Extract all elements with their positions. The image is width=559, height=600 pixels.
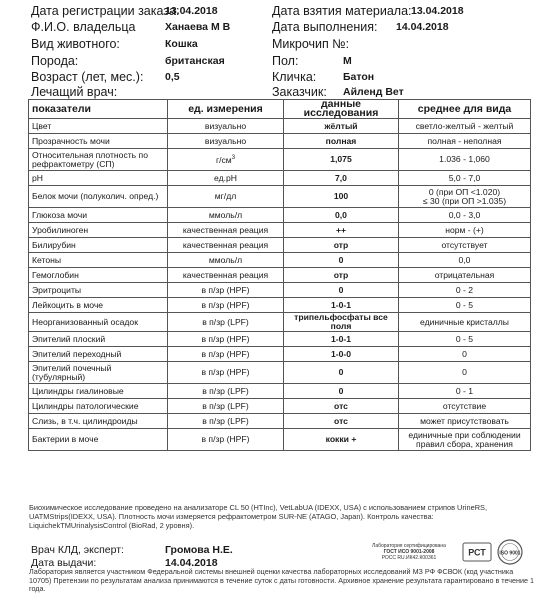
norm-cell — [399, 347, 531, 362]
result-cell — [284, 119, 399, 134]
reg-date-label: Дата регистрации заказа: — [31, 4, 180, 18]
result-cell — [284, 134, 399, 149]
norm-cell-text: единичные кристаллы — [420, 316, 509, 327]
result-cell — [284, 149, 399, 171]
unit-cell-text: в п/зр (LPF) — [202, 316, 249, 327]
result-cell-text: 1-0-0 — [330, 348, 352, 359]
breed-value: британская — [165, 55, 225, 67]
norm-cell-text: отсутствует — [441, 239, 488, 250]
table-row — [29, 186, 531, 208]
sex-value: М — [343, 55, 352, 67]
result-cell-text: 0 — [338, 284, 344, 295]
result-cell — [284, 283, 399, 298]
norm-cell — [399, 186, 531, 208]
result-cell-text: отр — [333, 269, 349, 280]
result-cell — [284, 384, 399, 399]
cert-line-1: Лаборатория сертифицирована — [372, 543, 446, 549]
unit-cell — [168, 429, 284, 451]
unit-cell-text: в п/зр (HPF) — [201, 348, 250, 359]
param-cell — [29, 253, 168, 268]
done-date-label: Дата выполнения: — [272, 20, 378, 34]
result-cell-text: 1-0-1 — [330, 333, 352, 344]
table-row — [29, 253, 531, 268]
unit-cell — [168, 208, 284, 223]
result-cell — [284, 298, 399, 313]
param-cell-text: Эпителий почечный (тубулярный) — [32, 362, 112, 382]
unit-cell — [168, 332, 284, 347]
param-cell-text: Цилиндры гиалиновые — [32, 385, 124, 396]
lab-note: Лаборатория является участником Федеральной системы внешней оценки качества лабораторных исследований МЗ РФ ФСВОК (код участника 10705) Претензии по результатам анализа принимаются в течение суток с даты готовности. Архивное хранение результата гарантировано в течение 1 года. — [29, 567, 534, 593]
norm-cell — [399, 384, 531, 399]
table-row — [29, 429, 531, 451]
unit-cell-text: визуально — [204, 135, 247, 146]
norm-cell-text: отрицательная — [434, 269, 495, 280]
table-row — [29, 332, 531, 347]
norm-cell — [399, 429, 531, 451]
norm-cell — [399, 208, 531, 223]
issue-date-value: 14.04.2018 — [165, 557, 218, 569]
unit-cell-text: качественная реация — [182, 269, 269, 280]
breed-label: Порода: — [31, 54, 79, 68]
unit-cell-text: в п/зр (LPF) — [202, 400, 249, 411]
unit-cell-text: ммоль/л — [208, 209, 243, 220]
param-cell — [29, 332, 168, 347]
norm-cell — [399, 399, 531, 414]
norm-cell — [399, 171, 531, 186]
done-date-value: 14.04.2018 — [396, 21, 449, 33]
unit-cell — [168, 223, 284, 238]
result-cell-text: 7,0 — [335, 172, 347, 183]
result-cell-text: отс — [334, 400, 348, 411]
result-cell — [284, 347, 399, 362]
norm-cell-text: 0 - 5 — [455, 299, 474, 310]
result-cell-text: отс — [334, 415, 348, 426]
param-cell-text: Прозрачность мочи — [32, 135, 110, 146]
param-cell — [29, 171, 168, 186]
table-row — [29, 223, 531, 238]
norm-cell — [399, 298, 531, 313]
unit-cell-text: в п/зр (HPF) — [201, 284, 250, 295]
table-row — [29, 238, 531, 253]
result-cell-text: 0 — [338, 254, 344, 265]
table-row — [29, 347, 531, 362]
param-cell — [29, 362, 168, 384]
norm-cell-text: 0 - 5 — [455, 333, 474, 344]
table-row — [29, 171, 531, 186]
norm-cell — [399, 119, 531, 134]
result-cell — [284, 223, 399, 238]
result-cell-text: кокки + — [325, 434, 357, 444]
age-label: Возраст (лет, мес.): — [31, 70, 144, 84]
table-row — [29, 384, 531, 399]
norm-cell — [399, 134, 531, 149]
param-cell — [29, 429, 168, 451]
norm-cell-text: 0,0 — [458, 254, 471, 265]
param-cell — [29, 268, 168, 283]
table-body — [29, 119, 531, 451]
table-row — [29, 283, 531, 298]
norm-cell-text: 0 — [462, 348, 467, 359]
result-cell — [284, 399, 399, 414]
param-cell — [29, 298, 168, 313]
norm-cell-text: норм - (+) — [445, 224, 484, 235]
param-cell-text: Бактерии в моче — [32, 434, 99, 444]
param-cell — [29, 134, 168, 149]
norm-cell — [399, 149, 531, 171]
header-unit: ед. измерения — [168, 100, 284, 119]
param-cell — [29, 149, 168, 171]
rst-logo-text: РСТ — [468, 547, 486, 558]
param-cell — [29, 283, 168, 298]
result-cell-text: полная — [325, 135, 357, 146]
norm-cell — [399, 253, 531, 268]
norm-cell — [399, 223, 531, 238]
result-cell — [284, 238, 399, 253]
nickname-label: Кличка: — [272, 70, 317, 84]
unit-cell-text: мг/дл — [214, 191, 237, 201]
param-cell-text: Цилиндры патологические — [32, 400, 139, 411]
param-cell — [29, 399, 168, 414]
unit-cell — [168, 171, 284, 186]
doctor-label: Лечащий врач: — [31, 85, 118, 99]
unit-cell-text: ед.рН — [214, 172, 237, 183]
param-cell-text: Эпителий переходный — [32, 348, 122, 359]
norm-cell-text: 5,0 - 7,0 — [448, 172, 481, 183]
norm-cell — [399, 268, 531, 283]
nickname-value: Батон — [343, 71, 375, 83]
unit-cell — [168, 253, 284, 268]
unit-cell-text: в п/зр (LPF) — [202, 385, 249, 396]
unit-superscript: 3 — [231, 155, 236, 162]
norm-cell — [399, 238, 531, 253]
result-cell — [284, 208, 399, 223]
table-row — [29, 268, 531, 283]
norm-cell-text: 0 - 2 — [455, 284, 474, 295]
cert-line-3: РОСС RU.ИК42.К00361 — [381, 555, 437, 561]
norm-cell — [399, 362, 531, 384]
result-cell-text: жёлтый — [324, 120, 358, 131]
footer-doctor-name: Громова Н.Е. — [165, 544, 233, 556]
result-cell — [284, 253, 399, 268]
customer-value: Айленд Вет — [343, 86, 404, 98]
unit-cell — [168, 399, 284, 414]
result-cell-text: 1-0-1 — [330, 299, 352, 310]
age-value: 0,5 — [165, 71, 180, 83]
unit-cell-text: визуально — [204, 120, 247, 131]
result-cell-text: ++ — [335, 224, 347, 235]
unit-cell — [168, 238, 284, 253]
param-cell — [29, 119, 168, 134]
norm-cell-text: полная - неполная — [427, 135, 502, 146]
unit-cell-text: в п/зр (HPF) — [201, 333, 250, 344]
table-row — [29, 313, 531, 332]
reg-date-value: 13.04.2018 — [165, 5, 218, 17]
result-cell — [284, 429, 399, 451]
sex-label: Пол: — [272, 54, 299, 68]
result-cell — [284, 332, 399, 347]
table-row — [29, 119, 531, 134]
param-cell-text: Глюкоза мочи — [32, 209, 88, 220]
iso-logo-text: ISO 9001 — [499, 550, 521, 557]
unit-cell-text: г/см — [215, 154, 232, 165]
result-cell — [284, 268, 399, 283]
norm-cell-text-2: правил сбора, хранения — [416, 438, 513, 449]
param-cell — [29, 347, 168, 362]
param-cell-text: Уробилиноген — [32, 224, 89, 235]
norm-cell — [399, 332, 531, 347]
unit-cell — [168, 347, 284, 362]
param-cell — [29, 208, 168, 223]
header-row-4 — [0, 54, 559, 71]
norm-cell-text: 0 (при ОП <1.020) — [428, 186, 501, 197]
norm-cell-text: может присутствовать — [420, 415, 509, 426]
param-cell-text: Эритроциты — [32, 284, 82, 295]
iso-logo — [497, 539, 523, 565]
param-cell — [29, 223, 168, 238]
table-row — [29, 149, 531, 171]
param-cell — [29, 313, 168, 332]
table-row — [29, 362, 531, 384]
param-cell-text: Белок мочи (полуколич. опред.) — [32, 191, 159, 201]
species-value: Кошка — [165, 38, 198, 50]
norm-cell-text: отсутствие — [442, 400, 487, 411]
param-cell-text: Лейкоцить в моче — [32, 299, 104, 310]
unit-cell — [168, 119, 284, 134]
species-label: Вид животного: — [31, 37, 120, 51]
norm-cell-text: 1.036 - 1,060 — [439, 154, 490, 164]
unit-cell — [168, 298, 284, 313]
unit-cell — [168, 149, 284, 171]
table-row — [29, 414, 531, 429]
norm-cell-text-2: ≤ 30 (при ОП >1.035) — [422, 195, 507, 206]
header-row-3 — [0, 37, 559, 54]
unit-cell — [168, 362, 284, 384]
param-cell-text: рН — [32, 172, 43, 183]
table-row — [29, 399, 531, 414]
norm-cell — [399, 313, 531, 332]
unit-cell-text: в п/зр (HPF) — [201, 367, 250, 377]
norm-cell-text: светло-желтый - желтый — [415, 120, 514, 131]
customer-label: Заказчик: — [272, 85, 327, 99]
sample-date-label: Дата взятия материала: — [272, 4, 412, 18]
results-table — [28, 99, 531, 451]
result-cell — [284, 362, 399, 384]
unit-cell-text: в п/зр (HPF) — [201, 299, 250, 310]
result-cell-text: 100 — [333, 191, 349, 201]
result-cell — [284, 414, 399, 429]
result-cell — [284, 313, 399, 332]
param-cell-text: Неорганизованный осадок — [32, 316, 138, 327]
result-cell-text: 0,0 — [335, 209, 347, 220]
unit-cell-text: в п/зр (LPF) — [202, 415, 249, 426]
unit-cell — [168, 186, 284, 208]
unit-cell — [168, 384, 284, 399]
header-result: данные исследования — [284, 100, 399, 119]
unit-cell — [168, 414, 284, 429]
result-cell-text: 1,075 — [330, 154, 352, 164]
result-cell — [284, 186, 399, 208]
owner-label: Ф.И.О. владельца — [31, 20, 136, 34]
owner-value: Ханаева М В — [165, 21, 231, 33]
header-row-2 — [0, 20, 559, 37]
table-row — [29, 208, 531, 223]
table-header-row — [29, 100, 531, 119]
norm-cell-text: 0 - 1 — [455, 385, 474, 396]
param-cell — [29, 414, 168, 429]
table-row — [29, 134, 531, 149]
param-cell-text: Билирубин — [32, 239, 76, 250]
norm-cell — [399, 283, 531, 298]
param-cell-text: Кетоны — [32, 254, 62, 265]
result-cell-text: 0 — [338, 385, 344, 396]
certification-text — [362, 543, 456, 561]
param-cell-text: Относительная плотность по рефрактометру (СП) — [32, 149, 148, 169]
norm-cell-text: 0 — [462, 367, 467, 377]
result-cell-text: трипельфосфаты все поля — [294, 312, 388, 331]
unit-cell-text: в п/зр (HPF) — [201, 434, 250, 444]
param-cell-text: Эпителий плоский — [32, 333, 106, 344]
header-param: показатели — [29, 100, 168, 119]
microchip-label: Микрочип №: — [272, 37, 350, 51]
result-cell-text: 0 — [338, 367, 344, 377]
result-cell-text: отр — [333, 239, 349, 250]
param-cell-text: Цвет — [32, 120, 52, 131]
footer-doctor-label: Врач КЛД, эксперт: — [31, 544, 124, 556]
param-cell — [29, 238, 168, 253]
param-cell-text: Гемоглобин — [32, 269, 79, 280]
result-cell — [284, 171, 399, 186]
param-cell-text: Слизь, в т.ч. цилиндроиды — [32, 415, 138, 426]
norm-cell — [399, 414, 531, 429]
header-norm: среднее для вида — [399, 100, 531, 119]
rst-logo — [462, 542, 492, 562]
unit-cell-text: ммоль/л — [208, 254, 243, 265]
unit-cell — [168, 313, 284, 332]
unit-cell — [168, 268, 284, 283]
norm-cell-text: единичные при соблюдении — [408, 429, 521, 440]
unit-cell — [168, 283, 284, 298]
unit-cell-text: качественная реация — [182, 239, 269, 250]
analyzer-note: Биохимическое исследование проведено на анализаторе CL 50 (HTInc), VetLabUA (IDEXX, USA) с использованием стрипов UrineRS, UATMStrips(IDEXX, USA). Плотность мочи измеряется рефрактометром SUR-NE (ATAGO, Japan). Контроль качества: LiquichekTMUrinalysisControl (BioRad, 2 уровня). — [29, 503, 488, 530]
header-row-1 — [0, 4, 559, 21]
table-row — [29, 298, 531, 313]
norm-cell-text: 0,0 - 3,0 — [448, 209, 481, 220]
sample-date-value: 13.04.2018 — [411, 5, 464, 17]
unit-cell-text: качественная реация — [182, 224, 269, 235]
param-cell — [29, 186, 168, 208]
issue-date-label: Дата выдачи: — [31, 557, 97, 569]
cert-line-2: ГОСТ ИСО 9001-2008 — [383, 549, 435, 555]
unit-cell — [168, 134, 284, 149]
param-cell — [29, 384, 168, 399]
